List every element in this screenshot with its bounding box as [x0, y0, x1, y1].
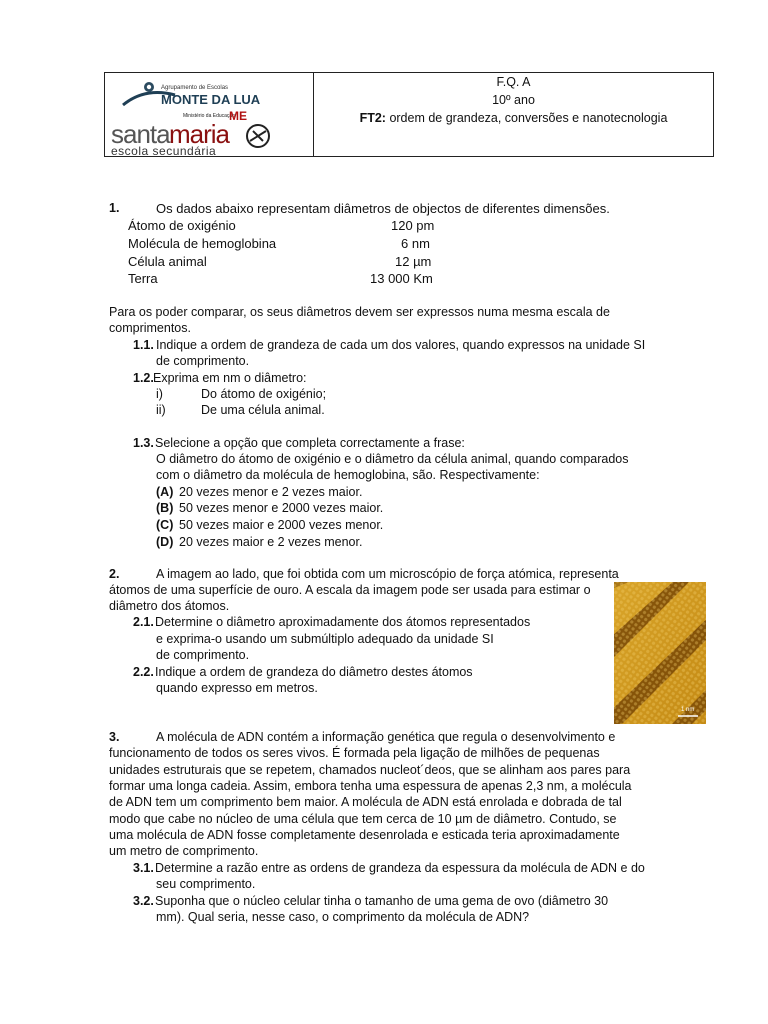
object-name-hemoglobin: Molécula de hemoglobina — [128, 236, 277, 251]
object-value-earth: 13 000 Km — [370, 271, 433, 286]
sheet-title: ordem de grandeza, conversões e nanotecnologia — [385, 111, 668, 125]
option-a-text: 20 vezes menor e 2 vezes maior. — [179, 485, 363, 499]
q2-line1: A imagem ao lado, que foi obtida com um microscópio de força atómica, representa — [156, 567, 619, 581]
q2-line2: átomos de uma superfície de ouro. A escala da imagem pode ser usada para estimar o — [109, 583, 591, 597]
object-name-earth: Terra — [128, 271, 158, 286]
q32-text-a: Suponha que o núcleo celular tinha o tamanho de uma gema de ovo (diâmetro 30 — [155, 894, 609, 908]
q32-number: 3.2. — [133, 894, 154, 908]
q21-text-b: e exprima-o usando um submúltiplo adequado da unidade SI — [156, 632, 494, 646]
object-value-cell: 12 µm — [395, 254, 432, 269]
q21-number: 2.1. — [133, 615, 154, 629]
option-d-text: 20 vezes maior e 2 vezes menor. — [179, 535, 363, 549]
object-name-oxygen: Átomo de oxigénio — [128, 218, 236, 233]
q22-number: 2.2. — [133, 665, 154, 679]
sheet-title-line — [314, 109, 713, 127]
q1-number: 1. — [109, 201, 120, 215]
q13-number: 1.3. — [133, 436, 154, 450]
option-b-label: (B) — [156, 501, 174, 515]
q3-line4: formar uma longa cadeia. Assim, embora tenha uma espessura de apenas 2,3 nm, a molécula — [109, 779, 632, 793]
object-value-oxygen: 120 pm — [391, 218, 435, 233]
q12-number: 1.2. — [133, 371, 154, 385]
q3-line3: unidades estruturais que se repetem, chamados nucleot´deos, que se alinham aos pares para — [109, 763, 631, 777]
q22-text-a: Indique a ordem de grandeza do diâmetro destes átomos — [155, 665, 473, 679]
school-emblem-icon — [241, 123, 275, 149]
subject: F.Q. A — [496, 75, 531, 89]
object-name-cell: Célula animal — [128, 254, 207, 269]
q1-para-line2: comprimentos. — [109, 321, 191, 335]
header-info — [314, 73, 713, 127]
grade: 10º ano — [492, 93, 535, 107]
q12-item-ii-label: ii) — [156, 403, 166, 417]
q3-line6: modo que cabe no núcleo de uma célula que tem cerca de 10 µm de diâmetro. Contudo, se — [109, 812, 617, 826]
q12-text: Exprima em nm o diâmetro: — [153, 371, 307, 385]
afm-image-graphic — [614, 582, 706, 724]
q1-para-line1: Para os poder comparar, os seus diâmetros devem ser expressos numa mesma escala de — [109, 305, 610, 319]
q11-number: 1.1. — [133, 338, 154, 352]
option-c-text: 50 vezes maior e 2000 vezes menor. — [179, 518, 384, 532]
ministry-mark-icon: ME — [229, 109, 247, 123]
q3-line7: uma molécula de ADN fosse completamente desenrolada e esticada teria aproximadamente — [109, 828, 620, 842]
q31-text-a: Determine a razão entre as ordens de grandeza da espessura da molécula de ADN e do — [155, 861, 645, 875]
option-c-label: (C) — [156, 518, 174, 532]
q3-line5: de ADN tem um comprimento bem maior. A molécula de ADN está enrolada e dobrada de tal — [109, 795, 622, 809]
ministry-text: Ministério da Educação — [183, 113, 235, 119]
q31-text-b: seu comprimento. — [156, 877, 256, 891]
school-subtitle: escola secundária — [111, 144, 217, 158]
q3-line1: A molécula de ADN contém a informação genética que regula o desenvolvimento e — [156, 730, 616, 744]
santa-maria-logo — [111, 109, 291, 158]
school-group-name: MONTE DA LUA — [161, 92, 261, 107]
q2-line3: diâmetro dos átomos. — [109, 599, 230, 613]
object-value-hemoglobin: 6 nm — [401, 236, 430, 251]
q3-number: 3. — [109, 730, 120, 744]
school-name-part2: maria — [169, 119, 230, 149]
q21-text-a: Determine o diâmetro aproximadamente dos átomos representados — [155, 615, 531, 629]
q3-line2: funcionamento de todos os seres vivos. É formada pela ligação de milhões de pequenas — [109, 746, 600, 760]
q12-item-i-label: i) — [156, 387, 163, 401]
q11-text-a: Indique a ordem de grandeza de cada um dos valores, quando expressos na unidade SI — [156, 338, 646, 352]
school-name-part1: santa — [111, 119, 170, 149]
q12-item-i-text: Do átomo de oxigénio; — [201, 387, 327, 401]
scale-bar-label: 1 nm — [681, 707, 695, 713]
header-box — [104, 72, 714, 157]
q13-stem-line1: O diâmetro do átomo de oxigénio e o diâmetro da célula animal, quando comparados — [156, 452, 629, 466]
q32-text-b: mm). Qual seria, nesse caso, o comprimento da molécula de ADN? — [156, 910, 530, 924]
q22-text-b: quando expresso em metros. — [156, 681, 318, 695]
q3-line8: um metro de comprimento. — [109, 844, 259, 858]
school-group-small: Agrupamento de Escolas — [161, 85, 229, 91]
q13-stem-line2: com o diâmetro da molécula de hemoglobina, são. Respectivamente: — [156, 468, 540, 482]
q11-text-b: de comprimento. — [156, 354, 250, 368]
option-a-label: (A) — [156, 485, 174, 499]
q12-item-ii-text: De uma célula animal. — [201, 403, 325, 417]
agrupamento-logo — [115, 77, 285, 117]
afm-gold-surface-image — [614, 582, 706, 724]
q13-text: Selecione a opção que completa correctamente a frase: — [155, 436, 465, 450]
option-b-text: 50 vezes menor e 2000 vezes maior. — [179, 501, 384, 515]
q2-number: 2. — [109, 567, 120, 581]
q21-text-c: de comprimento. — [156, 648, 250, 662]
q1-intro: Os dados abaixo representam diâmetros de objectos de diferentes dimensões. — [156, 201, 610, 216]
q31-number: 3.1. — [133, 861, 154, 875]
option-d-label: (D) — [156, 535, 174, 549]
sheet-label: FT2: — [359, 111, 386, 125]
